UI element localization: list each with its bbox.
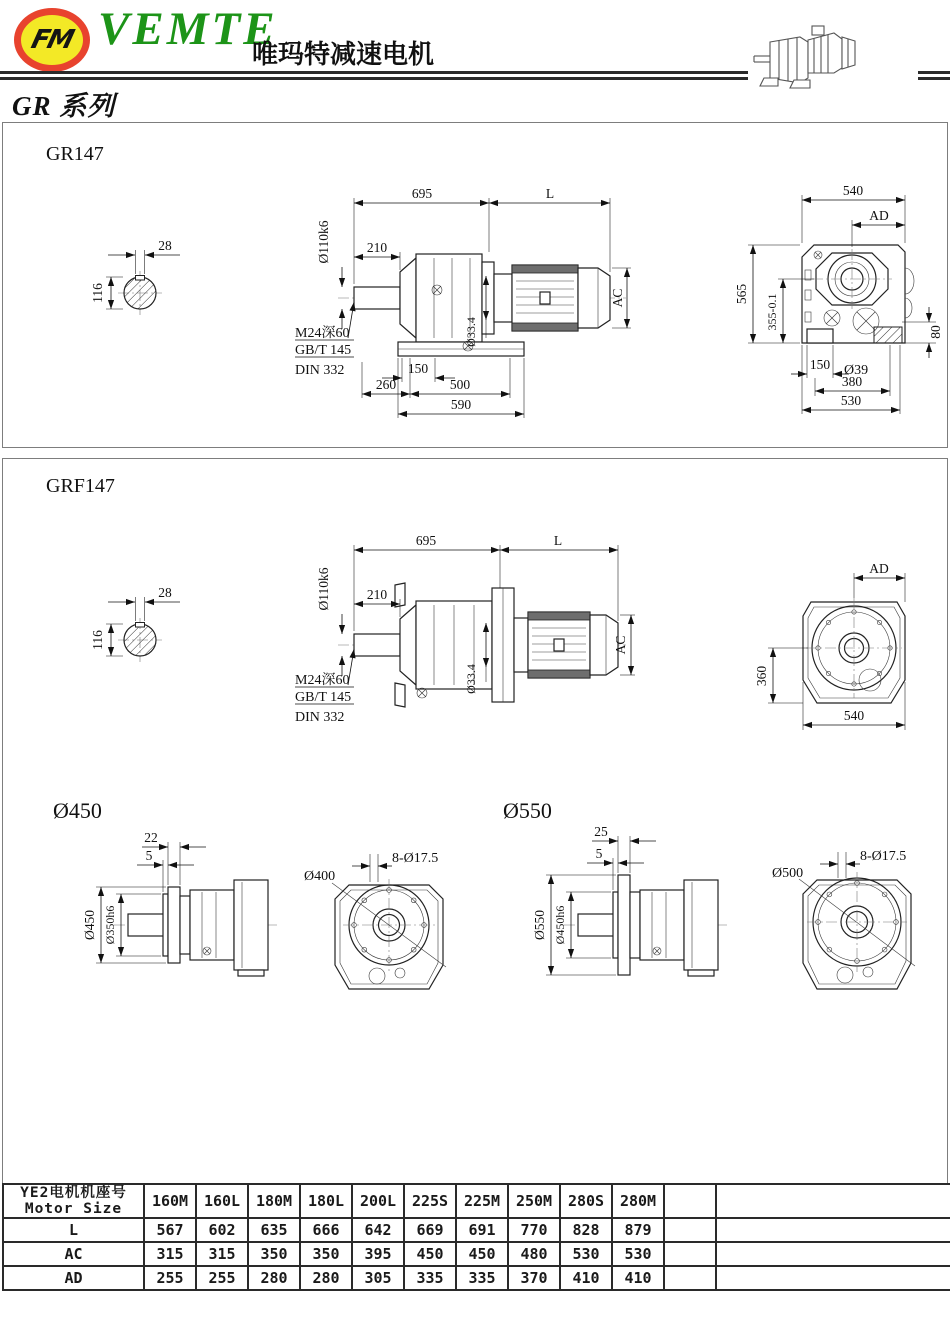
table-row-header (3, 1184, 144, 1218)
table-empty-cell (716, 1218, 950, 1242)
dim-foot-hole-span: 150 (407, 361, 429, 376)
dim-foot-hole-dia: Ø39 (844, 363, 869, 378)
table-cell: 666 (300, 1218, 352, 1242)
table-cell: 315 (144, 1242, 196, 1266)
dim-gear-length: 695 (415, 533, 437, 548)
table-cell: 450 (404, 1242, 456, 1266)
gr147-rear-view (734, 183, 943, 414)
table-col-header: 280S (560, 1184, 612, 1218)
dim-axis-height: 360 (754, 665, 769, 687)
table-row (3, 1266, 950, 1290)
label-tap-std1: GB/T 145 (295, 690, 352, 705)
table-row-header-line2: Motor Size (24, 1201, 123, 1217)
table-cell: 642 (352, 1218, 404, 1242)
table-cell: 395 (352, 1242, 404, 1266)
gr147-shaft-end-view (90, 238, 180, 315)
table-cell: 305 (352, 1266, 404, 1290)
label-tap: M24深60 (295, 326, 350, 341)
flange450-title: Ø450 (53, 798, 102, 823)
dim-motor-offset: AD (869, 561, 889, 576)
dim-gear-length: 695 (411, 186, 433, 201)
brand-subtitle: 唯玛特减速电机 (252, 40, 435, 69)
dim-keyway-width: 28 (158, 238, 172, 253)
dim-flange-dia: Ø450 (82, 910, 97, 940)
table-row-label: L (3, 1218, 144, 1242)
dim-motor-length: L (553, 533, 563, 548)
flange450-front-view (304, 851, 446, 989)
dim-motor-length: L (545, 186, 555, 201)
table-empty-cell (716, 1184, 950, 1218)
table-row-label: AC (3, 1242, 144, 1266)
table-row (3, 1242, 950, 1266)
table-cell: 350 (300, 1242, 352, 1266)
dim-spigot-dia: Ø450h6 (553, 905, 567, 945)
table-cell: 691 (456, 1218, 508, 1242)
table-col-header: 180M (248, 1184, 300, 1218)
gr147-side-view (295, 186, 631, 418)
table-cell: 450 (456, 1242, 508, 1266)
dim-motor-dia: AC (610, 288, 625, 308)
table-cell: 480 (508, 1242, 560, 1266)
table-cell: 335 (404, 1266, 456, 1290)
table-row-label: AD (3, 1266, 144, 1290)
flange550-front-view (772, 849, 915, 989)
grf147-drawing (2, 458, 946, 770)
table-cell: 280 (300, 1266, 352, 1290)
dim-motor-dia: AC (613, 635, 628, 655)
dim-bolt-span: 380 (841, 374, 863, 389)
table-col-header: 225M (456, 1184, 508, 1218)
dim-foot-width: 150 (809, 357, 831, 372)
table-empty-cell (664, 1266, 716, 1290)
table-col-header: 225S (404, 1184, 456, 1218)
label-tap-std1: GB/T 145 (295, 343, 352, 358)
dim-shaft-dia: 116 (90, 630, 105, 650)
table-cell: 255 (144, 1266, 196, 1290)
dim-shaft-ext: 210 (366, 587, 388, 602)
table-row-header-line1: YE2电机机座号 (20, 1185, 127, 1201)
dim-motor-offset: AD (869, 208, 889, 223)
dim-spigot-depth: 5 (595, 846, 603, 861)
dim-total-height: 565 (734, 283, 749, 305)
motor-size-table (2, 1183, 950, 1291)
brand-name: VEMTE (98, 3, 278, 55)
motor-size-table-wrap (2, 1183, 946, 1291)
dim-bolt-circle-dia: Ø500 (772, 866, 804, 881)
table-cell: 280 (248, 1266, 300, 1290)
grf147-shaft-end-view (90, 585, 180, 662)
table-col-header: 250M (508, 1184, 560, 1218)
dim-base-width: 530 (840, 393, 862, 408)
grf147-rear-view (754, 561, 905, 730)
dim-spigot-depth: 5 (145, 848, 153, 863)
table-col-header: 280M (612, 1184, 664, 1218)
dim-face-bore: Ø33.4 (464, 317, 478, 347)
dim-flange-thickness: 25 (594, 824, 608, 839)
table-cell: 370 (508, 1266, 560, 1290)
grf147-title: GRF147 (46, 475, 115, 497)
table-cell: 315 (196, 1242, 248, 1266)
table-empty-cell (664, 1242, 716, 1266)
series-title: GR 系列 (12, 91, 116, 121)
grf147-side-view (295, 533, 635, 725)
table-cell: 567 (144, 1218, 196, 1242)
dim-spigot-dia: Ø350h6 (103, 905, 117, 945)
dim-face-bore: Ø33.4 (464, 664, 478, 694)
table-cell: 530 (560, 1242, 612, 1266)
dim-housing-width: 540 (843, 708, 865, 723)
dim-foot-total: 590 (450, 397, 472, 412)
gr147-drawing (2, 122, 946, 446)
table-cell: 828 (560, 1218, 612, 1242)
brand-logo-mark: FM (28, 25, 76, 55)
table-col-header: 180L (300, 1184, 352, 1218)
dim-bolt-circle-dia: Ø400 (304, 869, 336, 884)
table-cell: 602 (196, 1218, 248, 1242)
dim-shaft-dia: 116 (90, 283, 105, 303)
dim-flange-dia: Ø550 (532, 910, 547, 940)
table-cell: 635 (248, 1218, 300, 1242)
table-empty-cell (716, 1242, 950, 1266)
table-empty-cell (716, 1266, 950, 1290)
table-cell: 770 (508, 1218, 560, 1242)
dim-shaft-ext: 210 (366, 240, 388, 255)
table-cell: 350 (248, 1242, 300, 1266)
table-cell: 410 (560, 1266, 612, 1290)
brand-logo (14, 8, 90, 72)
table-col-header: 160M (144, 1184, 196, 1218)
table-cell: 255 (196, 1266, 248, 1290)
flange550-side-view (532, 824, 728, 976)
dim-output-shaft-dia: Ø110k6 (316, 567, 331, 611)
label-tap-std2: DIN 332 (295, 710, 345, 725)
table-empty-cell (664, 1184, 716, 1218)
dim-flange-thickness: 22 (144, 830, 158, 845)
flange-drawings (2, 770, 946, 1183)
flange550-title: Ø550 (503, 798, 552, 823)
gearmotor-photo-icon (748, 16, 918, 94)
table-cell: 669 (404, 1218, 456, 1242)
dim-bolt-holes: 8-Ø17.5 (860, 849, 907, 864)
label-tap-std2: DIN 332 (295, 363, 345, 378)
dim-foot-height: 80 (928, 325, 943, 339)
table-col-header: 200L (352, 1184, 404, 1218)
table-row (3, 1218, 950, 1242)
dim-output-shaft-dia: Ø110k6 (316, 220, 331, 264)
dim-housing-width: 540 (842, 183, 864, 198)
table-cell: 410 (612, 1266, 664, 1290)
flange450-side-view (82, 830, 278, 976)
dim-keyway-width: 28 (158, 585, 172, 600)
table-cell: 530 (612, 1242, 664, 1266)
label-tap: M24深60 (295, 673, 350, 688)
dim-foot-span: 500 (449, 377, 471, 392)
dim-foot-front: 260 (375, 377, 397, 392)
dim-bolt-holes: 8-Ø17.5 (392, 851, 439, 866)
gr147-title: GR147 (46, 143, 104, 165)
table-cell: 335 (456, 1266, 508, 1290)
table-col-header: 160L (196, 1184, 248, 1218)
dim-axis-height: 355-0.1 (765, 293, 779, 331)
table-cell: 879 (612, 1218, 664, 1242)
table-empty-cell (664, 1218, 716, 1242)
